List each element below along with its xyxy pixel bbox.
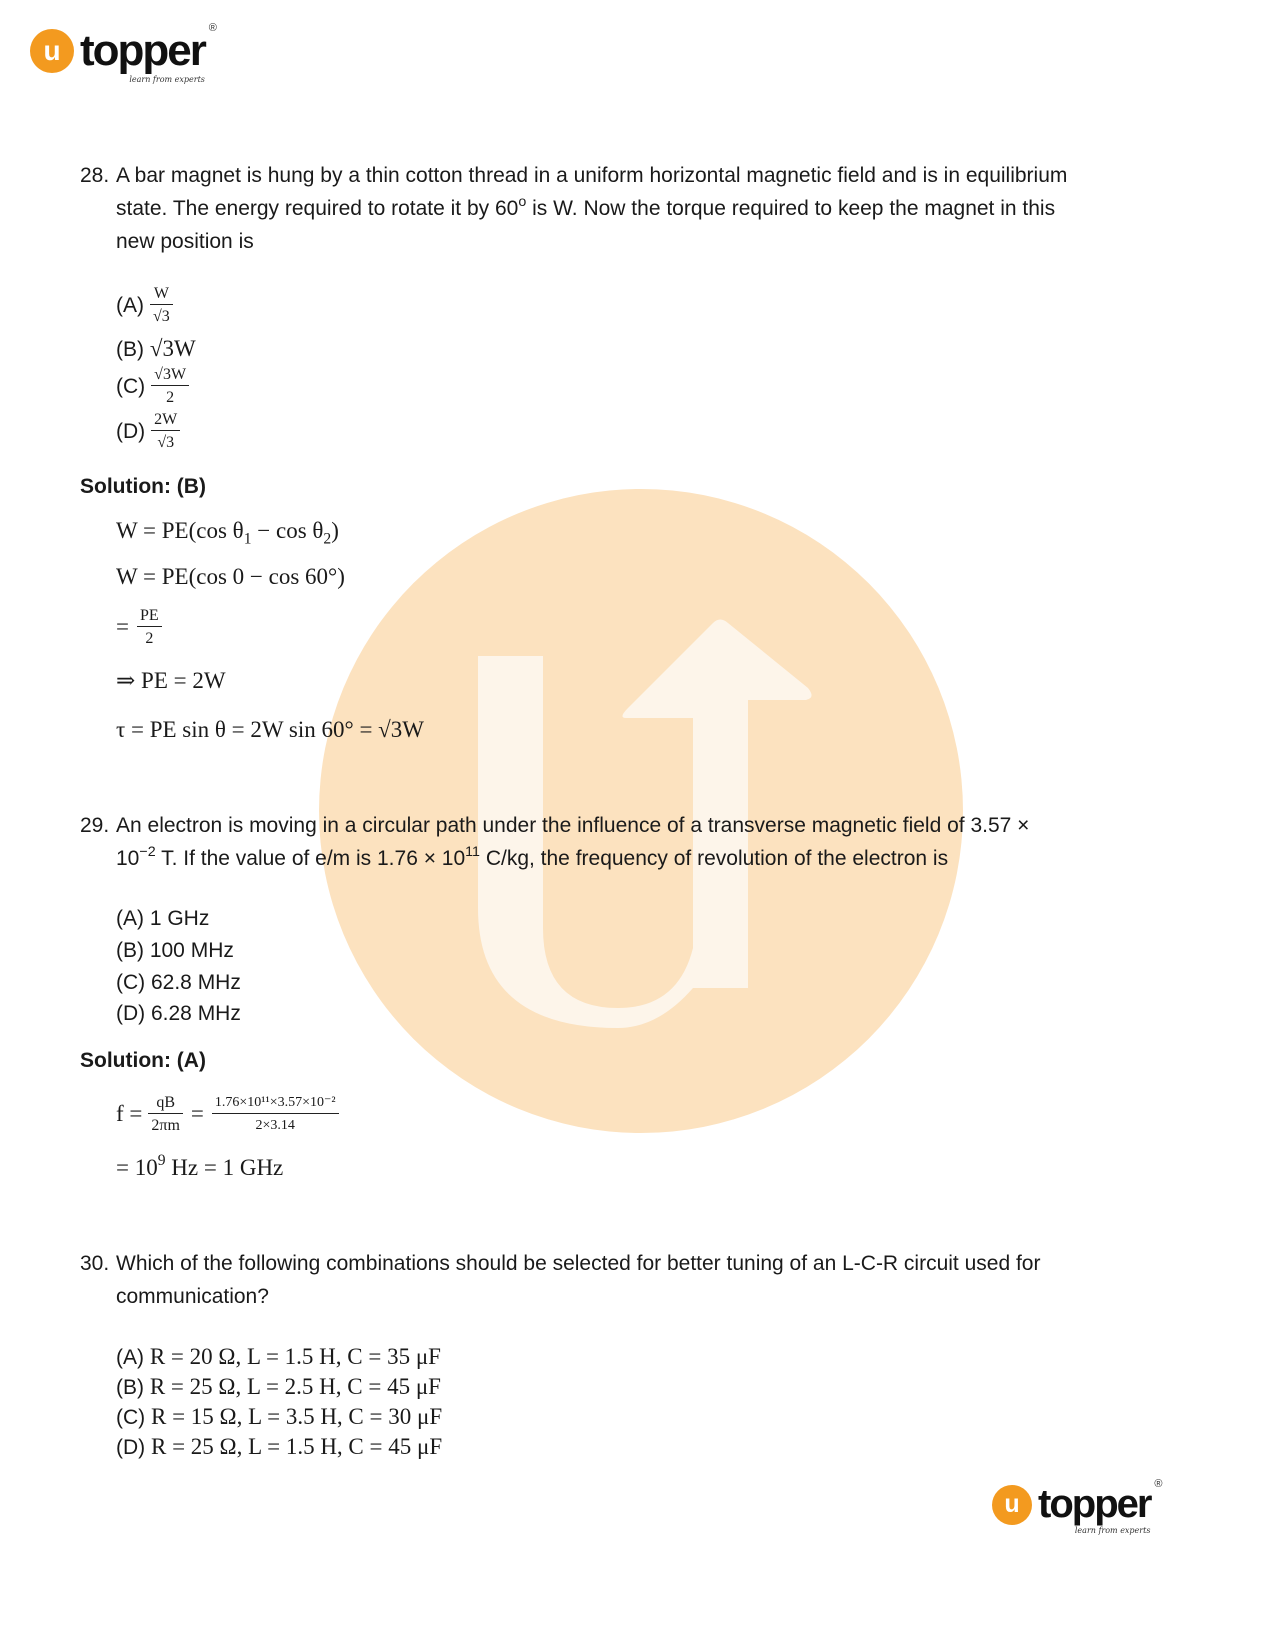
registered-mark: ® bbox=[208, 22, 217, 34]
q30-option-c: (C) R = 15 Ω, L = 3.5 H, C = 30 μF bbox=[116, 1404, 443, 1429]
q28-equation-3: = $\frac{PE}{2}$ bbox=[116, 606, 162, 648]
q30-number: 30. bbox=[80, 1252, 110, 1275]
q28-option-b: (B) √3W bbox=[116, 336, 196, 361]
q29-line2: $10^{-2}$ T. If the value of e/m is $1.76 \times 10^{11}$ C/kg, the frequency of revolution of the electron is bbox=[116, 843, 949, 870]
q28-line3: new position is bbox=[116, 230, 254, 253]
logo-tagline: learn from experts bbox=[129, 75, 205, 84]
footer-logo bbox=[992, 1478, 1163, 1535]
logo-tagline-footer: learn from experts bbox=[1074, 1526, 1151, 1535]
q29-line1: An electron is moving in a circular path under the influence of a transverse magnetic field of 3.57 × bbox=[116, 814, 1030, 837]
q29-option-a: (A) 1 GHz bbox=[116, 907, 210, 930]
q29-formula: f = $\frac{qB}{2\pi m}$ = $\frac{\text{1.76×10¹¹×3.57×10⁻²}}{2\times 3.14}$ bbox=[116, 1093, 339, 1135]
q28-line2: state. The energy required to rotate it by 60$^o$ is W. Now the torque required to keep the magnet in this bbox=[116, 193, 1056, 220]
q28-number: 28. bbox=[80, 164, 110, 187]
q30-text bbox=[116, 1247, 1196, 1313]
topper-logo-icon: u bbox=[30, 29, 74, 73]
q28-equation-4: ⇒ PE = 2W bbox=[116, 668, 226, 693]
q30-option-b: (B) R = 25 Ω, L = 2.5 H, C = 45 μF bbox=[116, 1374, 441, 1399]
logo-wordmark-footer: topper bbox=[1038, 1482, 1151, 1526]
q28-option-d: (D) $\frac{2W}{√3}$ bbox=[116, 410, 180, 452]
q29-option-d: (D) 6.28 MHz bbox=[116, 1002, 241, 1025]
q28-line1: A bar magnet is hung by a thin cotton thread in a uniform horizontal magnetic field and is in equilibrium bbox=[116, 164, 1068, 187]
q28-equation-1: W = PE(cos $\theta_1 - \cos \theta_2$) bbox=[116, 518, 339, 548]
q28-option-c: (C) $\frac{√3W}{2}$ bbox=[116, 365, 189, 407]
registered-mark-footer: ® bbox=[1154, 1478, 1163, 1490]
q28-equation-2: W = PE(cos 0 − cos 60°) bbox=[116, 564, 345, 589]
q28-text bbox=[116, 159, 1196, 258]
q29-solution-label: Solution: (A) bbox=[80, 1049, 206, 1072]
q29-option-b: (B) 100 MHz bbox=[116, 939, 234, 962]
q30-option-a: (A) R = 20 Ω, L = 1.5 H, C = 35 μF bbox=[116, 1344, 441, 1369]
q30-line1: Which of the following combinations should be selected for better tuning of an L-C-R circuit used for bbox=[116, 1252, 1041, 1275]
q29-result: = $10^9$ Hz = 1 GHz bbox=[116, 1151, 284, 1180]
q28-equation-5: τ = PE sin θ = 2W sin 60° = √3W bbox=[116, 717, 425, 742]
q30-line2: communication? bbox=[116, 1285, 269, 1308]
q29-number: 29. bbox=[80, 814, 110, 837]
q29-option-c: (C) 62.8 MHz bbox=[116, 971, 241, 994]
q28-solution-label: Solution: (B) bbox=[80, 475, 206, 498]
q30-option-d: (D) R = 25 Ω, L = 1.5 H, C = 45 μF bbox=[116, 1434, 443, 1459]
q28-option-a: (A) $\frac{W}{√3}$ bbox=[116, 284, 173, 326]
q29-text bbox=[116, 809, 1196, 875]
topper-logo-icon-footer: u bbox=[992, 1485, 1032, 1525]
header-logo bbox=[30, 22, 217, 84]
logo-wordmark: topper bbox=[80, 26, 205, 75]
